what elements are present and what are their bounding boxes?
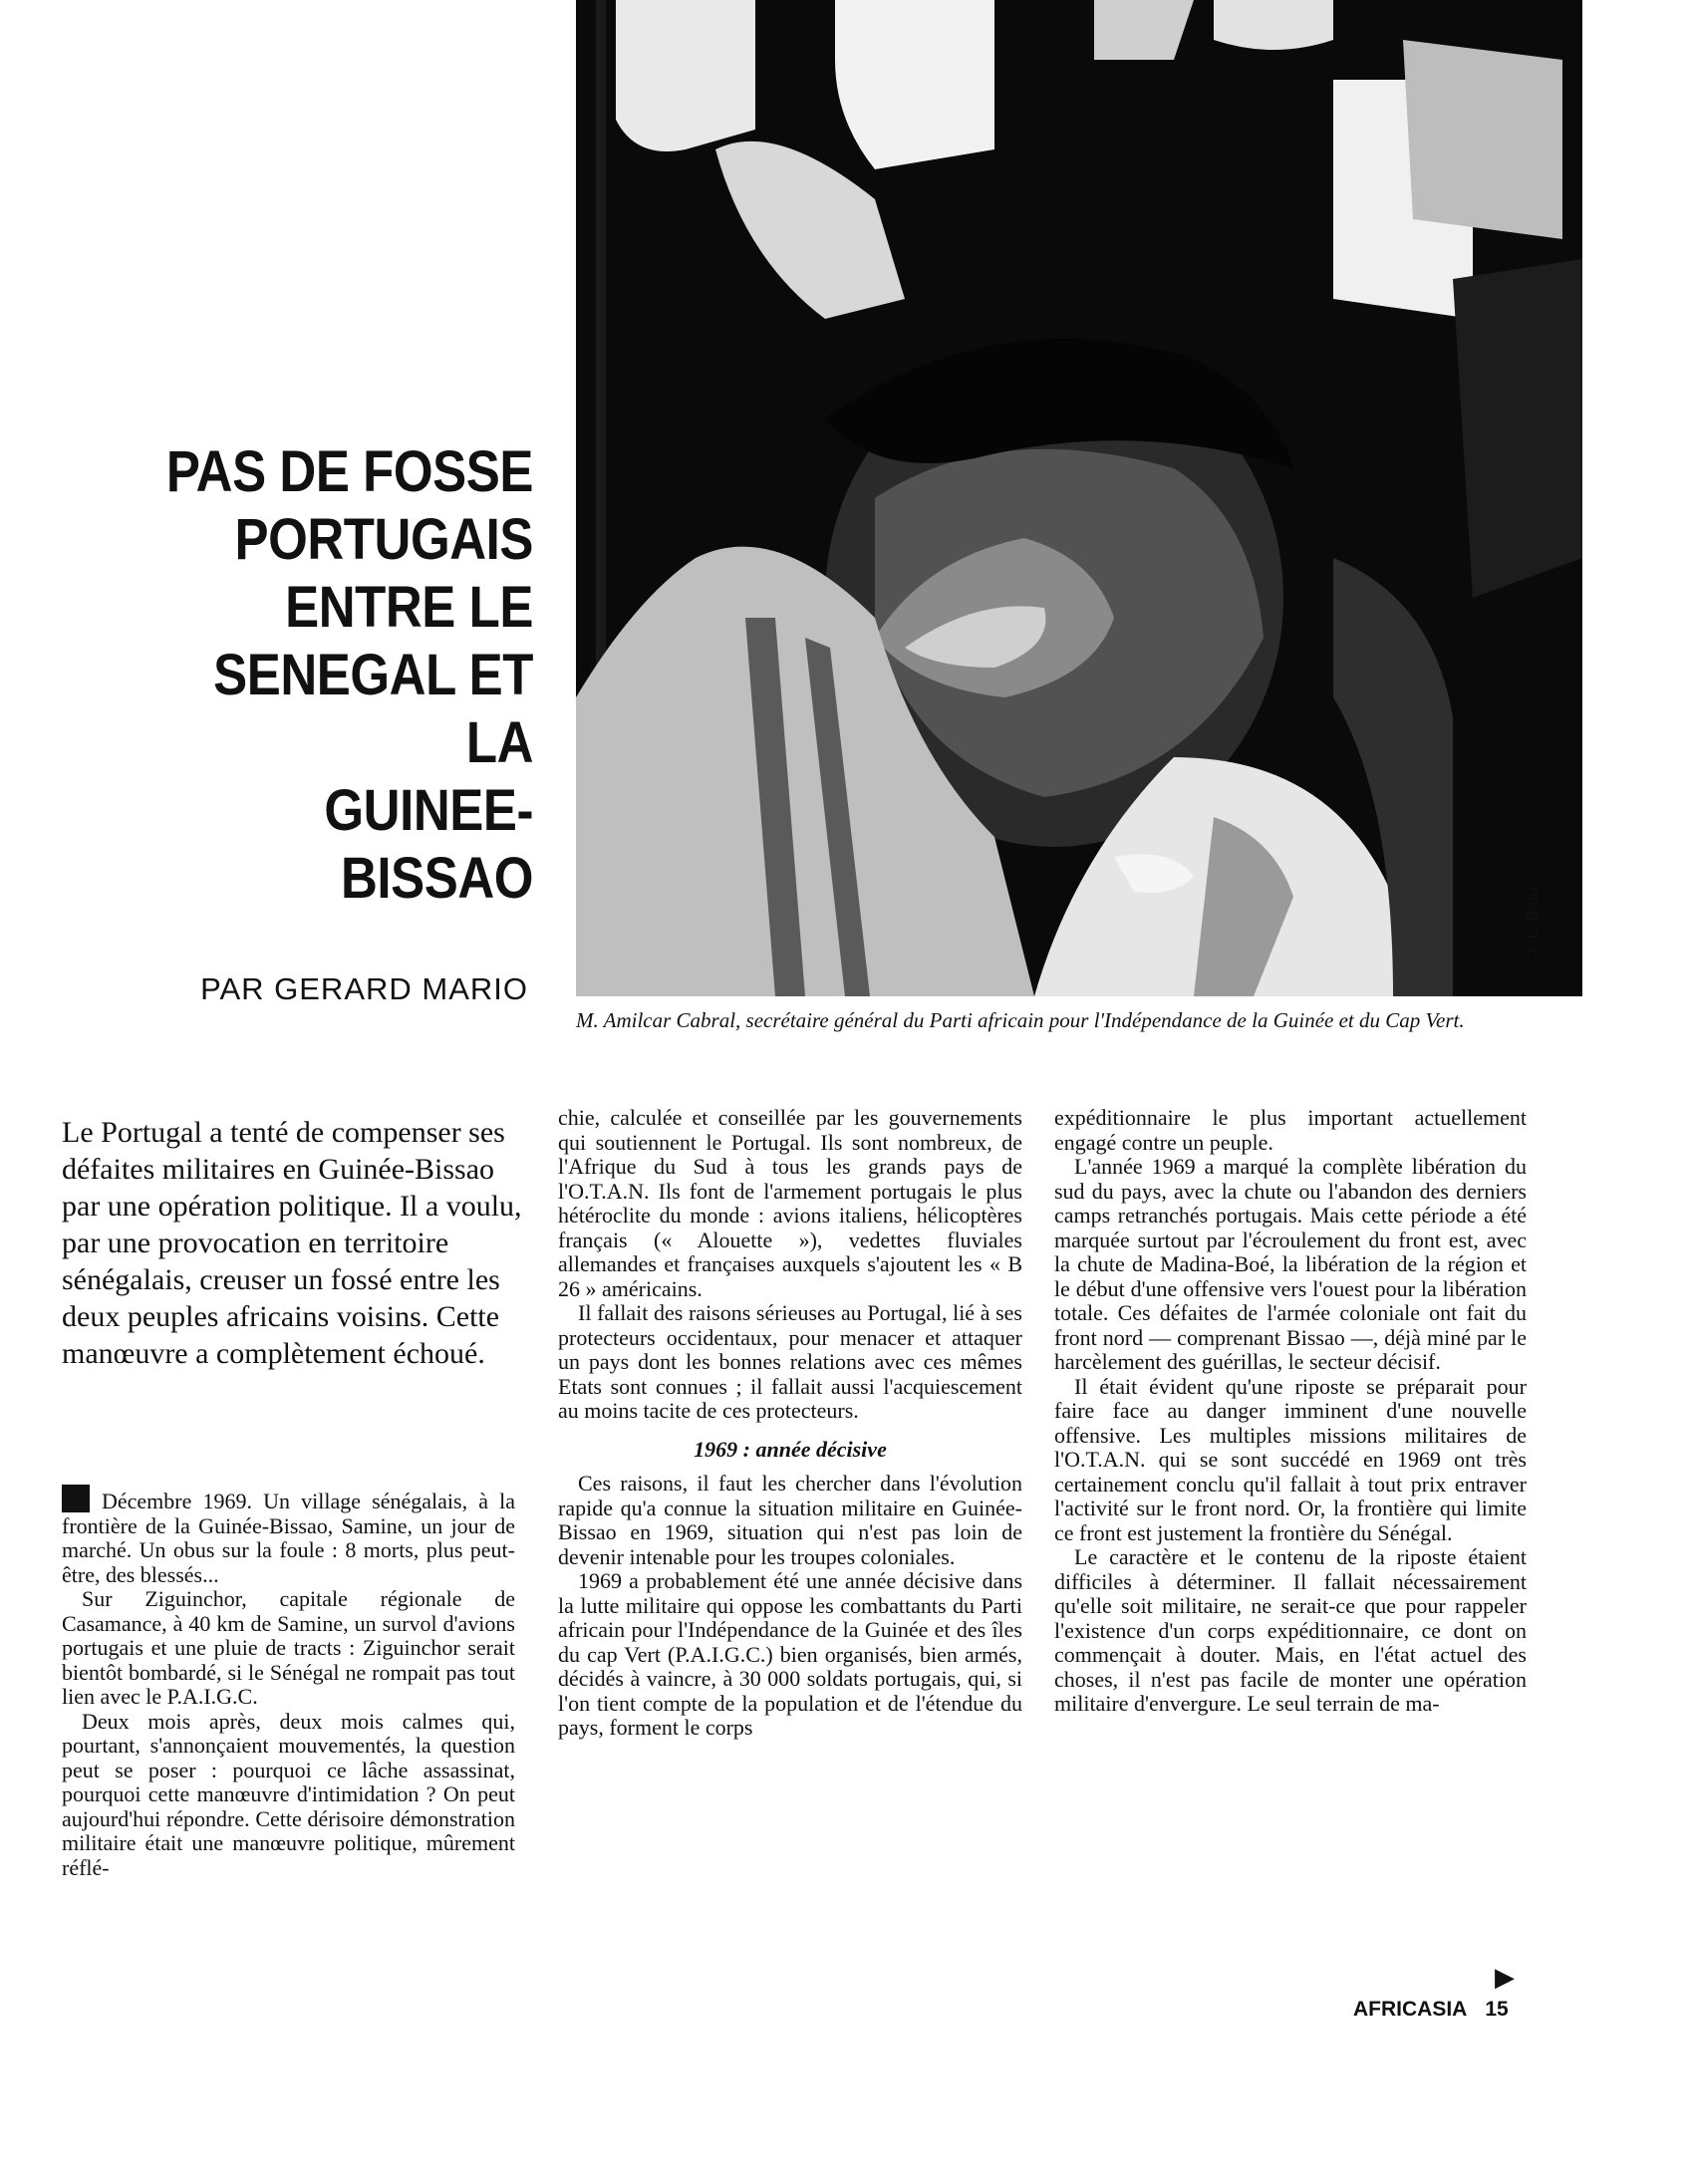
paragraph: Le caractère et le contenu de la riposte étaient difficiles à déterminer. Il fallait nécessairement qu'elle soit militaire, ne serait-ce que pour rappeler l'existence d'un corps expéditionnaire, ce dont on commençait à douter. Mais, en l'état actuel des choses, il n'est pas facile de monter une opération militaire d'envergure. Le seul terrain de ma- xyxy=(1054,1544,1527,1716)
paragraph: Il était évident qu'une riposte se préparait pour faire face au danger imminent d'une nouvelle offensive. Les multiples missions militaires de l'O.T.A.N. qui se sont succédé en 1969 ont très certainement conclu qu'il fallait à tout prix entraver l'activité sur le front nord. Or, la frontière qui limite ce front est justement la frontière du Sénégal. xyxy=(1054,1373,1527,1545)
photo-caption: M. Amilcar Cabral, secrétaire général du Parti africain pour l'Indépendance de la Guinée et du Cap Vert. xyxy=(576,1008,1465,1032)
lede-paragraph: Le Portugal a tenté de compenser ses défaites militaires en Guinée-Bissao par une opération politique. Il a voulu, par une provocation en territoire sénégalais, creuser un fossé entre les deux peuples africains voisins. Cette manœuvre a complètement échoué. xyxy=(62,1116,522,1370)
paragraph: Sur Ziguinchor, capitale régionale de Casamance, à 40 km de Samine, un survol d'avions portugais et une pluie de tracts : Ziguinchor serait bientôt bombardé, si le Sénégal ne rompait pas tout lien avec le P.A.I.G.C. xyxy=(62,1586,515,1709)
paragraph: Deux mois après, deux mois calmes qui, pourtant, s'annonçaient mouvementés, la question peut se poser : pourquoi ce lâche assassinat, pourquoi cette manœuvre d'intimidation ? On peut aujourd'hui répondre. Cette dérisoire démonstration militaire était une manœuvre politique, mûrement réflé- xyxy=(62,1708,515,1880)
paragraph: chie, calculée et conseillée par les gouvernements qui soutiennent le Portugal. Ils sont nombreux, de l'Afrique du Sud à tous les grands pays de l'O.T.A.N. Ils font de l'armement portugais le plus hétéroclite du monde : avions italiens, hélicoptères français (« Alouette »), vedettes fluviales allemandes et françaises auxquels s'ajoutent les « B 26 » américains. xyxy=(558,1105,1022,1301)
page-number: 15 xyxy=(1485,1998,1509,2021)
portrait-photo xyxy=(576,0,1582,996)
headline-line: PORTUGAIS xyxy=(234,507,533,572)
magazine-name: AFRICASIA xyxy=(1353,1998,1468,2021)
page-footer xyxy=(1353,1998,1509,2022)
column-1 xyxy=(62,1485,515,1880)
paragraph: L'année 1969 a marqué la complète libération du sud du pays, avec la chute ou l'abandon des derniers camps retranchés portugais. Mais cette période a été marquée surtout par l'écroulement du front est, avec la chute de Madina-Boé, la libération de la région et le début d'une offensive vers l'ouest pour la libération totale. Ces défaites de l'armée coloniale ont fait du front nord — comprenant Bissao —, déjà miné par le harcèlement des guérillas, le secteur décisif. xyxy=(1054,1154,1527,1374)
byline: PAR GERARD MARIO xyxy=(200,971,528,1006)
headline-line: PAS DE FOSSE xyxy=(165,439,533,504)
section-marker-square xyxy=(62,1485,90,1512)
paragraph: 1969 a probablement été une année décisive dans la lutte militaire qui oppose les combattants du Parti africain pour l'Indépendance de la Guinée et des îles du cap Vert (P.A.I.G.C.) bien organisés, bien armés, décidés à vaincre, à 30 000 soldats portugais, qui, si l'on tient compte de la population et de l'étendue du pays, forment le corps xyxy=(558,1568,1022,1740)
paragraph-text: Décembre 1969. Un village sénégalais, à la frontière de la Guinée-Bissao, Samine, un jour de marché. Un obus sur la foule : 8 morts, plus peut-être, des blessés... xyxy=(62,1489,515,1587)
headline-line: GUINEE-BISSAO xyxy=(324,778,533,911)
headline-line: ENTRE LE xyxy=(285,575,533,640)
paragraph xyxy=(62,1485,515,1587)
portrait-photo-graphic xyxy=(576,0,1582,996)
continue-arrow-icon: ▶ xyxy=(1495,1963,1515,1992)
headline-line: SENEGAL ET LA xyxy=(213,643,533,775)
paragraph: Ces raisons, il faut les chercher dans l'évolution rapide qu'a connue la situation militaire en Guinée-Bissao en 1969, situation qui n'est pas loin de devenir intenable pour les troupes coloniales. xyxy=(558,1471,1022,1569)
photo-credit: J.-L. Brau xyxy=(1525,887,1542,956)
paragraph: Il fallait des raisons sérieuses au Portugal, lié à ses protecteurs occidentaux, pour menacer et attaquer un pays dont les bonnes relations avec ces mêmes Etats sont connues ; il fallait aussi l'acquiescement au moins tacite de ces protecteurs. xyxy=(558,1300,1022,1423)
column-2 xyxy=(558,1106,1022,1741)
section-subhead: 1969 : année décisive xyxy=(694,1436,887,1462)
column-3 xyxy=(1054,1106,1527,1717)
paragraph: expéditionnaire le plus important actuellement engagé contre un peuple. xyxy=(1054,1105,1527,1155)
headline xyxy=(135,438,533,913)
